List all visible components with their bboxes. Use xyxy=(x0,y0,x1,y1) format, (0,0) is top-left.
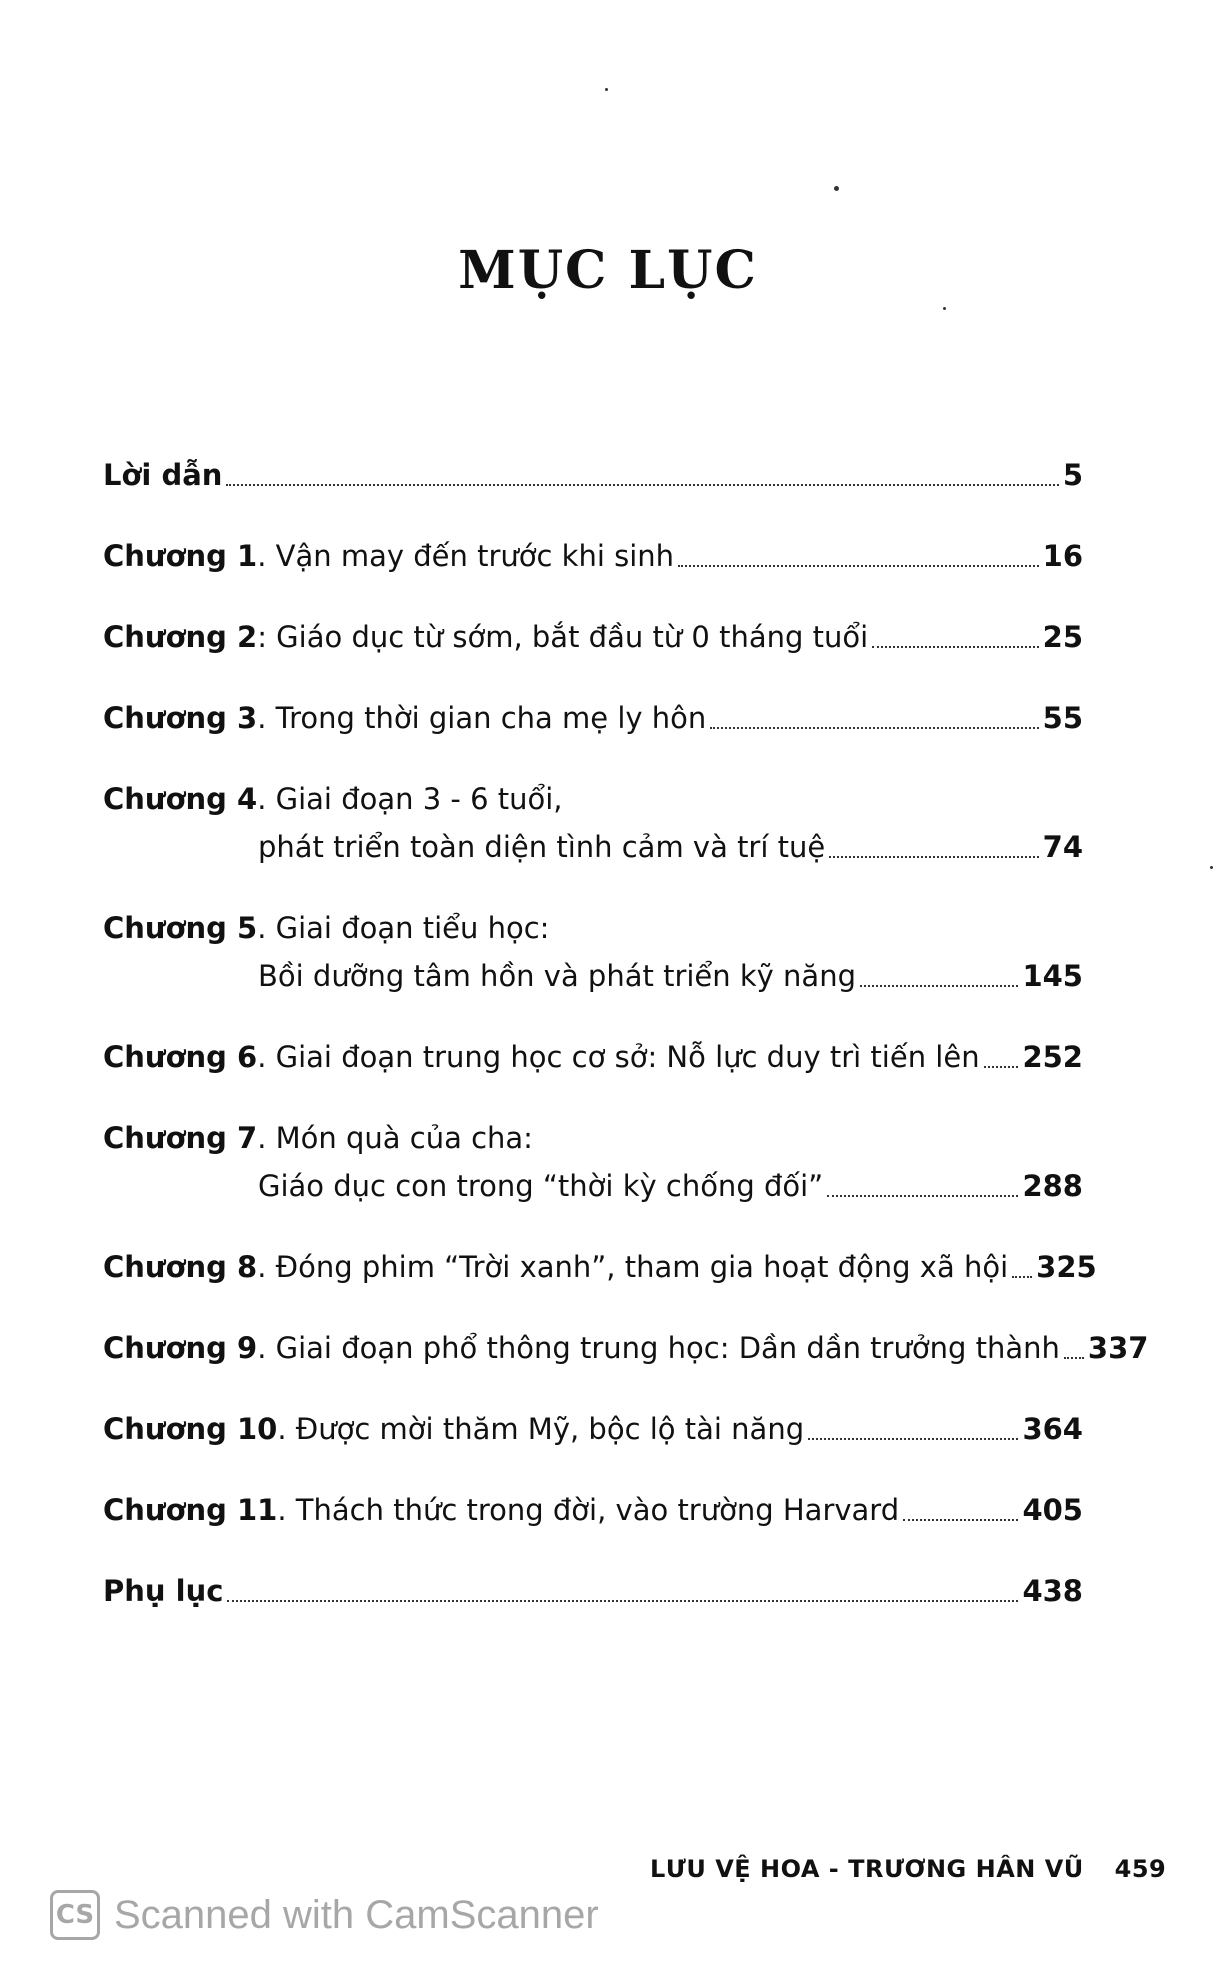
toc-entry-chapter-7 xyxy=(103,1118,1083,1206)
toc-entry-chapter-5 xyxy=(103,908,1083,996)
toc-label: Chương 5 xyxy=(103,911,258,945)
toc-page-number: 252 xyxy=(1022,1040,1083,1074)
toc-entry-chapter-4 xyxy=(103,779,1083,867)
toc-entry-chapter-2 xyxy=(103,617,1083,657)
toc-entry-chapter-10 xyxy=(103,1409,1083,1449)
toc-entry-chapter-3 xyxy=(103,698,1083,738)
camscanner-watermark xyxy=(50,1890,599,1940)
toc-title: . Giai đoạn tiểu học: xyxy=(257,911,550,945)
toc-title: . Món quà của cha: xyxy=(257,1121,533,1155)
toc-title: . Vận may đến trước khi sinh xyxy=(257,539,675,573)
dot-leader xyxy=(678,564,1039,567)
toc-title-continued: Giáo dục con trong “thời kỳ chống đối” xyxy=(258,1169,824,1203)
footer-authors: LƯU VỆ HOA - TRƯƠNG HÂN VŨ xyxy=(650,1855,1084,1883)
toc-label: Chương 3 xyxy=(103,701,258,735)
scan-speck xyxy=(1210,866,1213,869)
toc-label: Chương 4 xyxy=(103,782,258,816)
dot-leader xyxy=(903,1518,1018,1521)
dot-leader xyxy=(227,1599,1018,1602)
dot-leader xyxy=(984,1065,1019,1068)
toc-page-number: 5 xyxy=(1062,458,1083,492)
toc-entry-chapter-6 xyxy=(103,1037,1083,1077)
running-footer xyxy=(650,1855,1166,1883)
toc-page-number: 337 xyxy=(1087,1331,1149,1365)
scan-speck xyxy=(834,186,839,191)
toc-title: . Thách thức trong đời, vào trường Harvard xyxy=(277,1493,900,1527)
toc-page-number: 16 xyxy=(1042,539,1083,573)
toc-page-number: 74 xyxy=(1042,830,1083,864)
toc-title: . Giai đoạn phổ thông trung học: Dần dần trưởng thành xyxy=(257,1331,1060,1365)
toc-title-continued: Bồi dưỡng tâm hồn và phát triển kỹ năng xyxy=(258,959,856,993)
dot-leader xyxy=(1012,1275,1032,1278)
toc-entry-chapter-11 xyxy=(103,1490,1083,1530)
toc-title: . Giai đoạn trung học cơ sở: Nỗ lực duy trì tiến lên xyxy=(257,1040,980,1074)
dot-leader xyxy=(226,483,1058,486)
toc-label: Chương 9 xyxy=(103,1331,258,1365)
toc-entry-chapter-9 xyxy=(103,1328,1149,1368)
toc-label: Chương 11 xyxy=(103,1493,278,1527)
toc-title: . Giai đoạn 3 - 6 tuổi, xyxy=(257,782,563,816)
toc-entry-phu-luc xyxy=(103,1571,1083,1611)
toc-page-number: 145 xyxy=(1022,959,1083,993)
toc-entry-chapter-1 xyxy=(103,536,1083,576)
dot-leader xyxy=(872,645,1038,648)
dot-leader xyxy=(1064,1356,1084,1359)
toc-label: Phụ lục xyxy=(103,1574,224,1608)
toc-label: Chương 2 xyxy=(103,620,258,654)
toc-entry-chapter-8 xyxy=(103,1247,1097,1287)
toc-label: Chương 8 xyxy=(103,1250,258,1284)
table-of-contents xyxy=(103,455,1149,1611)
footer-page-number: 459 xyxy=(1114,1855,1167,1883)
toc-title: . Được mời thăm Mỹ, bộc lộ tài năng xyxy=(277,1412,805,1446)
toc-title: : Giáo dục từ sớm, bắt đầu từ 0 tháng tuổi xyxy=(257,620,869,654)
toc-entry-loi-dan xyxy=(103,455,1083,495)
toc-page-number: 325 xyxy=(1036,1250,1097,1284)
scan-speck xyxy=(605,88,608,91)
camscanner-logo-icon: CS xyxy=(50,1890,100,1940)
toc-page-number: 438 xyxy=(1022,1574,1083,1608)
toc-label: Chương 7 xyxy=(103,1121,258,1155)
toc-label: Chương 6 xyxy=(103,1040,258,1074)
dot-leader xyxy=(808,1437,1018,1440)
toc-title: . Đóng phim “Trời xanh”, tham gia hoạt động xã hội xyxy=(257,1250,1009,1284)
watermark-text: Scanned with CamScanner xyxy=(114,1892,599,1937)
scan-speck xyxy=(943,307,946,310)
dot-leader xyxy=(827,1194,1018,1197)
toc-page-number: 25 xyxy=(1042,620,1083,654)
toc-page-number: 364 xyxy=(1022,1412,1083,1446)
toc-label: Chương 1 xyxy=(103,539,258,573)
toc-page-number: 55 xyxy=(1042,701,1083,735)
toc-title-continued: phát triển toàn diện tình cảm và trí tuệ xyxy=(258,830,826,864)
dot-leader xyxy=(860,984,1018,987)
toc-label: Lời dẫn xyxy=(103,458,223,492)
dot-leader xyxy=(710,726,1038,729)
toc-page-number: 288 xyxy=(1022,1169,1083,1203)
toc-label: Chương 10 xyxy=(103,1412,278,1446)
page-title: MỤC LỤC xyxy=(458,240,758,301)
toc-title: . Trong thời gian cha mẹ ly hôn xyxy=(257,701,707,735)
dot-leader xyxy=(829,855,1038,858)
toc-page-number: 405 xyxy=(1022,1493,1083,1527)
